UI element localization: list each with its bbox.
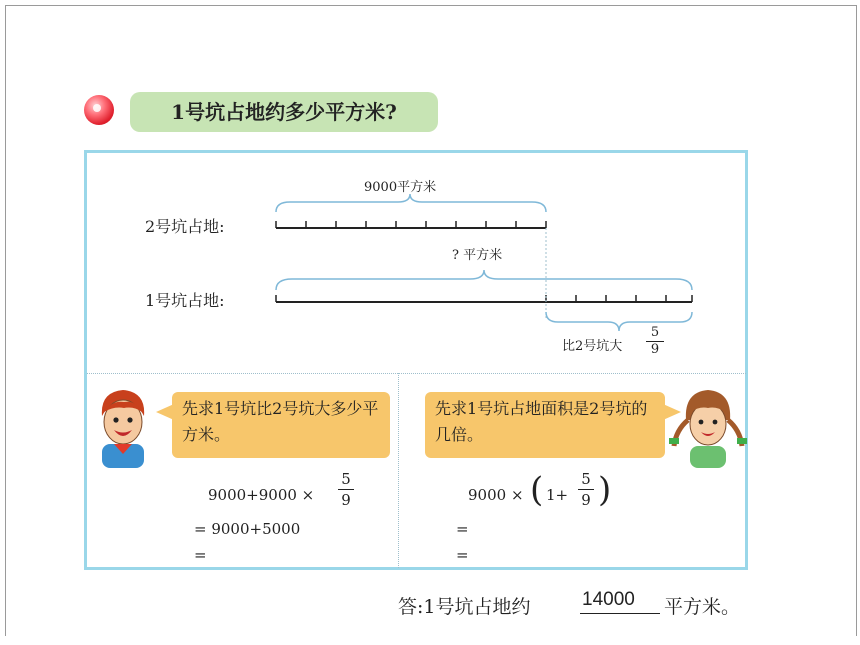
top-brace — [276, 194, 546, 212]
row2-segment — [276, 221, 546, 228]
right-fraction-denominator: 9 — [581, 491, 591, 509]
row1-label: 1号坑占地: — [145, 291, 225, 310]
bottom-brace — [546, 312, 692, 331]
fraction-numerator: 5 — [650, 325, 660, 340]
top-brace-label: 9000平方米 — [364, 180, 437, 195]
vertical-divider — [398, 373, 399, 568]
fraction-denominator: 9 — [650, 342, 660, 357]
left-fraction-numerator: 5 — [341, 470, 351, 488]
mid-brace — [276, 270, 692, 290]
left-calc-fraction — [338, 470, 354, 509]
left-fraction-denominator: 9 — [341, 491, 351, 509]
answer-prefix: 答:1号坑占地约 — [398, 596, 531, 618]
diagram-fraction — [646, 326, 664, 357]
answer-suffix: 平方米。 — [664, 596, 741, 618]
question-title: 1号坑占地约多少平方米? — [130, 92, 438, 132]
right-paren-close: ) — [598, 470, 612, 510]
right-calc-line1-b: 1+ — [546, 486, 569, 504]
bottom-brace-label: 比2号坑大 — [562, 339, 623, 354]
boy-avatar-icon — [94, 386, 152, 468]
right-calc-line3: = — [456, 546, 469, 564]
right-calc-line1-a: 9000 × — [468, 486, 524, 504]
answer-underline — [580, 613, 660, 614]
right-paren-open: ( — [530, 470, 544, 510]
right-speech-bubble: 先求1号坑占地面积是2号坑的几倍。 — [425, 392, 665, 458]
left-speech-bubble: 先求1号坑比2号坑大多少平方米。 — [172, 392, 390, 458]
right-calc-line2: = — [456, 520, 469, 538]
right-calc-fraction — [578, 470, 594, 509]
row2-label: 2号坑占地: — [145, 217, 225, 236]
girl-avatar-icon — [668, 386, 748, 468]
left-calc-line1: 9000+9000 × — [208, 486, 315, 504]
answer-value: 14000 — [582, 589, 635, 610]
left-calc-line2: = 9000+5000 — [194, 520, 301, 538]
right-fraction-numerator: 5 — [581, 470, 591, 488]
horizontal-divider — [87, 373, 746, 374]
right-bubble-tail — [663, 404, 681, 420]
left-calc-line3: = — [194, 546, 207, 564]
row1-segment — [276, 295, 692, 302]
mid-brace-label: ? 平方米 — [452, 248, 503, 263]
